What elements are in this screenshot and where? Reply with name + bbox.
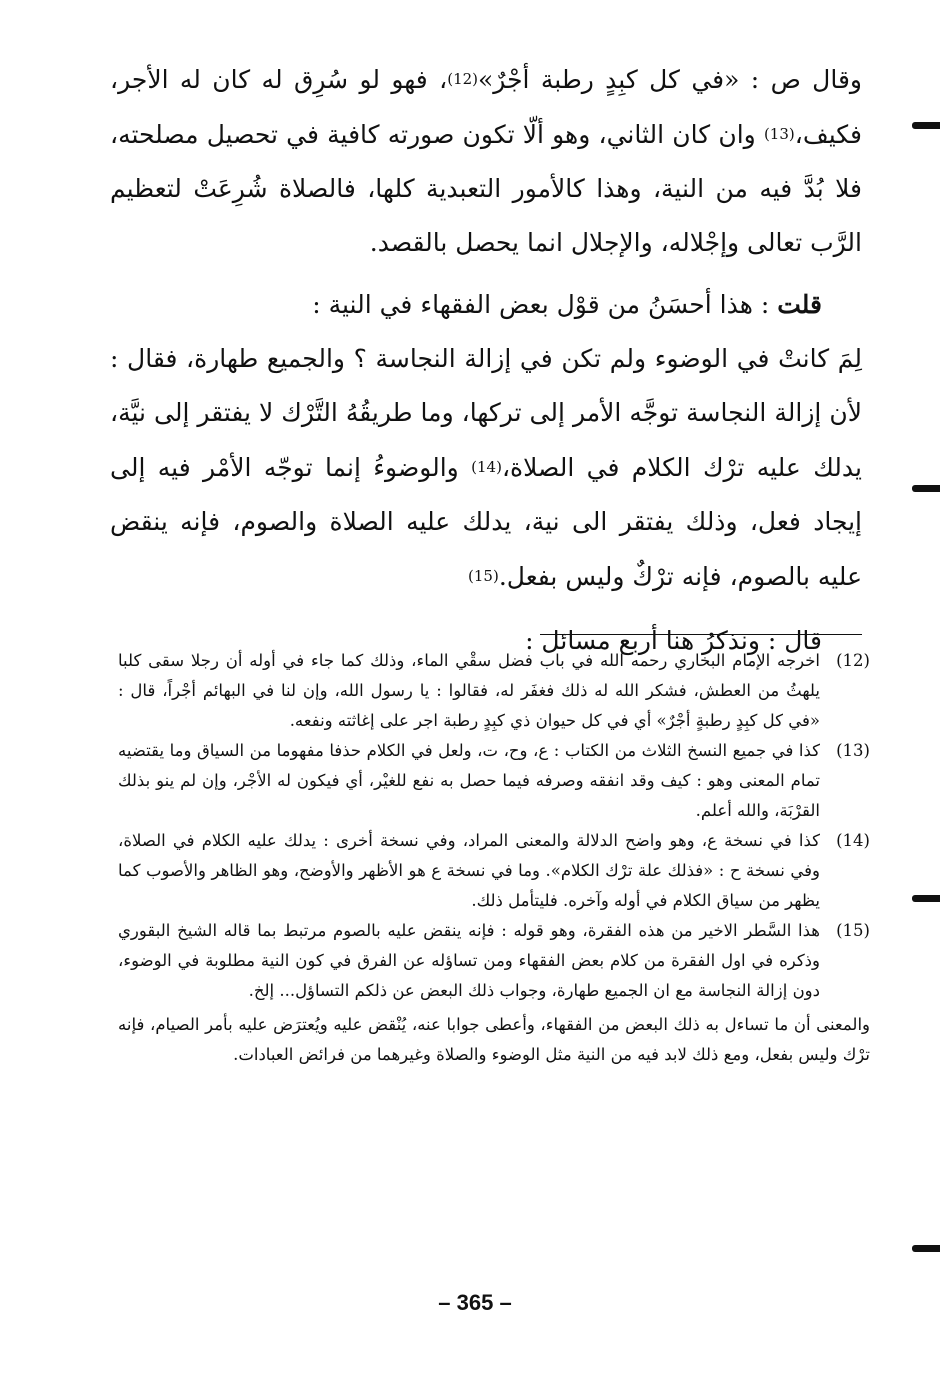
main-text — [110, 52, 862, 668]
paragraph-2 — [110, 332, 862, 604]
footnote-ref-12: (12) — [447, 70, 479, 88]
scan-edge-mark — [912, 122, 940, 129]
paragraph-2-text-b: والوضوءُ إنما توجّه الأمْر فيه إلى إيجاد فعل، وذلك يفتقر الى نية، يدلك عليه الصلاة والصوم، فإنه ينقض عليه بالصوم، فإنه ترْكٌ وليس بفعل. — [110, 453, 862, 591]
paragraph-1 — [110, 52, 862, 270]
footnotes — [118, 646, 870, 1070]
scan-edge-mark — [912, 1245, 940, 1252]
scan-edge-mark — [912, 895, 940, 902]
page-number: – 365 – — [438, 1290, 512, 1315]
footnote-text: هذا السَّطر الاخير من هذه الفقرة، وهو قوله : فإنه ينقض عليه بالصوم مرتبط بما قاله الشيخ البقوري وذكره في اول الفقرة من كلام بعض الفقهاء ومن تساؤله عن الفرق في كون النية مطلوبة في الوضوء، دون إزالة النجاسة مع ان الجميع طهارة، وجواب ذلك البعض عن ذلكم التساؤل... إلخ. — [118, 921, 820, 1000]
paragraph-1-text-c: وان كان الثاني، وهو ألّا تكون صورته كافية في تحصيل مصلحته، فلا بُدَّ فيه من النية، وهذا كالأمور التعبدية كلها، فالصلاة شُرِعَتْ لتعظيم الرَّب تعالى وإجْلاله، والإجلال انما يحصل بالقصد. — [110, 120, 862, 257]
footnote-number: (12) — [836, 651, 870, 670]
heading-text: : هذا أحسَنُ من قوْل بعض الفقهاء في النية : — [312, 290, 778, 319]
footnote-13 — [118, 736, 870, 826]
footnote-ref-14: (14) — [471, 458, 502, 476]
heading-keyword: قلت — [777, 290, 822, 319]
footnote-number: (14) — [836, 831, 870, 850]
footnote-number: (15) — [836, 921, 870, 940]
scan-edge-mark — [912, 485, 940, 492]
footnote-divider — [540, 634, 862, 635]
footnote-12 — [118, 646, 870, 736]
footnote-continuation: والمعنى أن ما تساءل به ذلك البعض من الفقهاء، وأعطى جوابا عنه، يُنْقض عليه ويُعترَض عليه بأمر الصيام، فإنه ترْك وليس بفعل، ومع ذلك لابد فيه من النية مثل الوضوء والصلاة وغيرهما من فرائض العبادات. — [118, 1015, 870, 1064]
paragraph-2-text-a: لِمَ كانتْ في الوضوء ولم تكن في إزالة النجاسة ؟ والجميع طهارة، فقال : لأن إزالة النجاسة توجَّه الأمر إلى تركها، وما طريقُهُ التَّرْك لا يفتقر إلى نيَّة، يدلك عليه ترْك الكلام في الصلاة، — [110, 344, 862, 482]
footnote-text: كذا في جميع النسخ الثلاث من الكتاب : ع، وح، ت، ولعل في الكلام حذفا مفهوما من السياق وما يقتضيه تمام المعنى وهو : كيف وقد انفقه وصرفه فيما حصل به نفع للغيْر، أي فيكون له الأجْر، وإن لم ينو بذلك القرْبَة، والله أعلم. — [118, 741, 820, 820]
footnote-number: (13) — [836, 741, 870, 760]
paragraph-1-text-b: ، فهو لو سُرِق له كان له الأجر، فكيف، — [110, 65, 862, 149]
footnote-15 — [118, 916, 870, 1006]
footnote-ref-15: (15) — [468, 567, 499, 585]
footnote-text: كذا في نسخة ع، وهو واضح الدلالة والمعنى المراد، وفي نسخة أخرى : يدلك عليه الكلام في الصلاة، وفي نسخة ح : «فذلك علة ترْك الكلام». وما في نسخة ع هو الأظهر والأوضح، وهو الظاهر والأصوب كما يظهر من سياق الكلام في أوله وآخره. فليتأمل ذلك. — [118, 831, 820, 910]
footnote-ref-13: (13) — [763, 125, 795, 143]
paragraph-1-text-a: وقال ص : «في كل كبِدٍ رطبة أجْرٌ» — [478, 65, 862, 94]
footnote-text: اخرجه الإمام البخاري رحمه الله في باب فضل سقْي الماء، وذلك كما جاء في أوله أن رجلا سقى كلبا يلهثُ من العطش، فشكر الله له ذلك فغفَر له، فقالوا : يا رسول الله، وإن لنا في البهائم أجْراً، قال : «في كل كبِدٍ رطبةٍ أجْرٌ» أي في كل حيوان ذي كبِدٍ رطبة اجر على إغاثته ونفعه. — [118, 651, 820, 730]
section-heading — [110, 278, 862, 332]
paragraph-3-text: قال : ونذكرُ هنا أربع مسائل : — [525, 626, 822, 655]
footnote-14 — [118, 826, 870, 916]
